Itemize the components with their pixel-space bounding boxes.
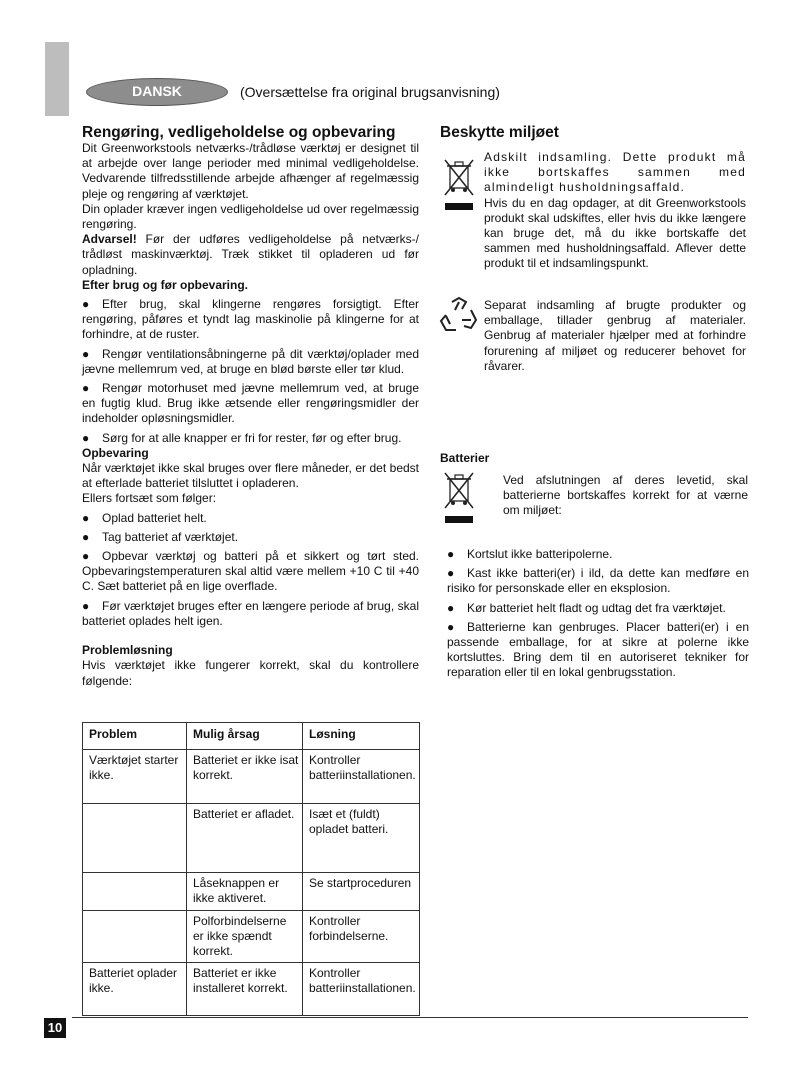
- recycle-icon: [438, 296, 480, 336]
- table-row: [83, 911, 420, 963]
- paragraph: Ved afslutningen af deres levetid, skal batterierne bortskaffes korrekt for at værne om miljøet:: [503, 473, 748, 518]
- table-cell: [83, 911, 187, 963]
- language-badge: DANSK: [86, 78, 228, 106]
- table-cell: Batteriet er ikke installeret korrekt.: [187, 963, 303, 1016]
- table-cell: Isæt et (fuldt) opladet batteri.: [303, 804, 420, 873]
- list-item: ● Før værktøjet bruges efter en længere periode af brug, skal batteriet oplades helt igen.: [82, 598, 419, 628]
- warning-paragraph: [82, 232, 419, 278]
- table-cell: Batteriet er ikke isat korrekt.: [187, 750, 303, 804]
- table-cell: Se startproceduren: [303, 873, 420, 911]
- battery-bullet-list: [447, 543, 749, 681]
- table-cell: Kontroller forbindelserne.: [303, 911, 420, 963]
- table-header-row: [83, 723, 420, 750]
- weee-text-block: [484, 150, 746, 272]
- warning-text: Før der udføres vedligeholdelse på netværks-/ trådløst maskinværktøj. Træk stikket til opladeren ud før opladning.: [82, 232, 419, 277]
- table-cell: Polforbindelserne er ikke spændt korrekt.: [187, 911, 303, 963]
- list-item: ● Batterierne kan genbruges. Placer batteri(er) i en passende emballage, for at sikre at polerne ikke kortsluttes. Bring dem til en autoriseret tekniker for reparation eller til en lokal genbrugsstation.: [447, 619, 749, 680]
- table-cell: Batteriet oplader ikke.: [83, 963, 187, 1016]
- recycle-text-block: [484, 298, 746, 374]
- paragraph: Hvis værktøjet ikke fungerer korrekt, skal du kontrollere følgende:: [82, 658, 419, 688]
- list-item: ● Rengør motorhuset med jævne mellemrum ved, at bruge en fugtig klud. Brug ikke ætsende eller rengøringsmidler der indeholder opløsningsmidler.: [82, 381, 419, 426]
- paragraph: Når værktøjet ikke skal bruges over flere måneder, er det bedst at efterlade batteriet tilsluttet i opladeren.: [82, 461, 419, 491]
- list-item: ● Tag batteriet af værktøjet.: [82, 529, 239, 544]
- paragraph: Ellers fortsæt som følger:: [82, 491, 217, 506]
- list-item: ● Kast ikke batteri(er) i ild, da dette kan medføre en risiko for personskade eller en eksplosion.: [447, 566, 749, 596]
- table-row: [83, 804, 420, 873]
- table-row: [83, 750, 420, 804]
- warning-label: Advarsel!: [82, 232, 137, 247]
- paragraph: Hvis du en dag opdager, at dit Greenworkstools produkt skal udskiftes, eller hvis du ikke længere kan bruge det, må du ikke bortskaffe det sammen med husholdningsaffald. Aflever dette produkt til et indsamlingspunkt.: [484, 195, 746, 271]
- paragraph: Adskilt indsamling. Dette produkt må ikke bortskaffes sammen med almindeligt husholdningsaffald.: [484, 150, 746, 195]
- side-tab-bar: [45, 42, 69, 116]
- table-row: [83, 963, 420, 1016]
- batteries-heading: Batterier: [440, 451, 490, 465]
- table-cell: Batteriet er afladet.: [187, 804, 303, 873]
- list-item: ● Opbevar værktøj og batteri på et sikkert og tørt sted. Opbevaringstemperaturen skal altid være mellem +10 C til +40 C. Sæt batteriet på en lige overflade.: [82, 549, 419, 594]
- table-row: [83, 873, 420, 911]
- column-header: Løsning: [303, 723, 420, 750]
- troubleshooting-table: [82, 722, 420, 1016]
- paragraph: Din oplader kræver ingen vedligeholdelse ud over regelmæssig rengøring.: [82, 201, 419, 232]
- list-item: ● Kortslut ikke batteripolerne.: [447, 547, 613, 561]
- footer-rule: [72, 1017, 748, 1018]
- crossed-bin-icon: [442, 157, 476, 211]
- table-cell: Låseknappen er ikke aktiveret.: [187, 873, 303, 911]
- table-cell: [83, 804, 187, 873]
- table-cell: Værktøjet starter ikke.: [83, 750, 187, 804]
- page-number: 10: [44, 1018, 66, 1038]
- section-title-environment: Beskytte miljøet: [440, 124, 559, 141]
- crossed-bin-icon: [442, 470, 476, 524]
- table-cell: Kontroller batteriinstallationen.: [303, 750, 420, 804]
- list-item: ● Rengør ventilationsåbningerne på dit værktøj/oplader med jævne mellemrum ved, at bruge en blød børste eller tør klud.: [82, 346, 419, 376]
- list-item: ● Oplad batteriet helt.: [82, 510, 207, 525]
- batteries-text-block: [503, 473, 748, 519]
- left-column: [82, 124, 419, 689]
- after-use-heading: Efter brug og før opbevaring.: [82, 277, 249, 292]
- table-cell: Kontroller batteriinstallationen.: [303, 963, 420, 1016]
- list-item: ● Sørg for at alle knapper er fri for rester, før og efter brug.: [82, 430, 402, 445]
- column-header: Mulig årsag: [187, 723, 303, 750]
- column-header: Problem: [83, 723, 187, 750]
- translation-subtitle: (Oversættelse fra original brugsanvisning): [240, 84, 500, 100]
- table-cell: [83, 873, 187, 911]
- paragraph: Separat indsamling af brugte produkter og emballage, tillader genbrug af materialer. Genbrug af materialer hjælper med at forhindre forurening af miljøet og reducerer behovet for råvarer.: [484, 298, 746, 373]
- paragraph: Dit Greenworkstools netværks-/trådløse værktøj er designet til at arbejde over lange perioder med minimal vedligeholdelse. Vedvarende tilfredsstillende arbejde afhænger af regelmæssig pleje og rengøring af værktøjet.: [82, 141, 419, 201]
- storage-heading: Opbevaring: [82, 445, 149, 460]
- section-title-cleaning: Rengøring, vedligeholdelse og opbevaring: [82, 124, 396, 141]
- list-item: ● Kør batteriet helt fladt og udtag det fra værktøjet.: [447, 600, 726, 615]
- troubleshooting-heading: Problemløsning: [82, 643, 173, 658]
- list-item: ● Efter brug, skal klingerne rengøres forsigtigt. Efter rengøring, påføres et tyndt lag maskinolie på klingerne for at forhindre, at de ruster.: [82, 297, 419, 342]
